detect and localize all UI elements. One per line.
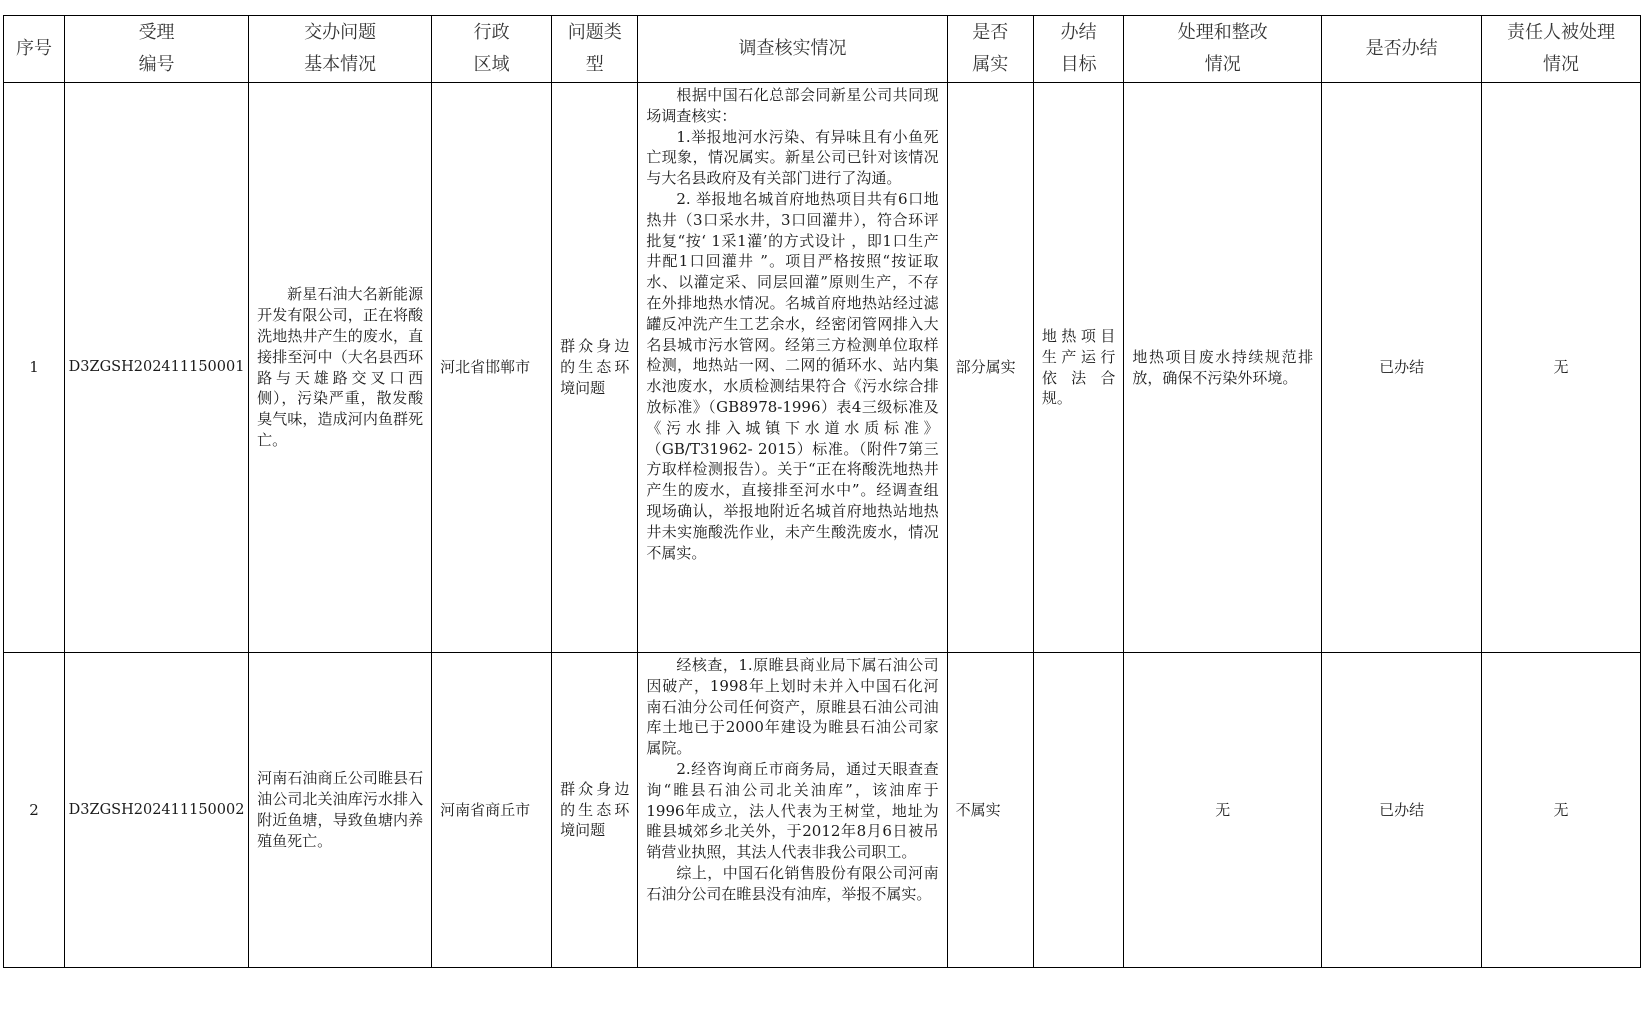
cell-investigation [638,83,947,653]
cell-is-true: 部分属实 [947,83,1033,653]
header-row [4,16,1641,83]
header-issue-type: 问题类 型 [552,16,638,83]
header-case-id: 受理 编号 [65,16,249,83]
header-is-true: 是否 属实 [947,16,1033,83]
cell-handling: 无 [1124,653,1322,968]
header-is-closed: 是否办结 [1322,16,1482,83]
header-seq: 序号 [4,16,65,83]
cell-case-id: D3ZGSH202411150002 [65,653,249,968]
cell-target [1033,653,1123,968]
cell-target: 地热项目生产运行依法合规。 [1033,83,1123,653]
header-region: 行政 区域 [432,16,552,83]
investigation-paragraph: 2.经咨询商丘市商务局，通过天眼查查询“睢县石油公司北关油库”，该油库于1996年成立，法人代表为王树堂，地址为睢县城郊乡北关外，于2012年8月6日被吊销营业执照，其法人代表非我公司职工。 [646,759,939,862]
case-table [3,15,1641,968]
investigation-paragraph: 1.举报地河水污染、有异味且有小鱼死亡现象，情况属实。新星公司已针对该情况与大名县政府及有关部门进行了沟通。 [646,127,939,188]
investigation-paragraph: 根据中国石化总部会同新星公司共同现场调查核实： [646,86,939,125]
cell-accountability: 无 [1482,83,1641,653]
cell-issue-type: 群众身边的生态环境问题 [552,83,638,653]
cell-issue-basic [249,83,432,653]
cell-seq: 1 [4,83,65,653]
header-investigation: 调查核实情况 [638,16,947,83]
header-target: 办结 目标 [1033,16,1123,83]
investigation-paragraph: 经核查，1.原睢县商业局下属石油公司因破产，1998年上划时未并入中国石化河南石油分公司任何资产，原睢县石油公司油库土地已于2000年建设为睢县石油公司家属院。 [646,656,939,758]
cell-is-closed: 已办结 [1322,653,1482,968]
header-accountability: 责任人被处理 情况 [1482,16,1641,83]
table-row [4,83,1641,653]
cell-region: 河北省邯郸市 [432,83,552,653]
cell-case-id: D3ZGSH202411150001 [65,83,249,653]
header-issue-basic: 交办问题 基本情况 [249,16,432,83]
header-handling: 处理和整改 情况 [1124,16,1322,83]
cell-is-true: 不属实 [947,653,1033,968]
cell-accountability: 无 [1482,653,1641,968]
cell-issue-type: 群众身边的生态环境问题 [552,653,638,968]
cell-issue-basic: 河南石油商丘公司睢县石油公司北关油库污水排入附近鱼塘，导致鱼塘内养殖鱼死亡。 [249,653,432,968]
cell-handling: 地热项目废水持续规范排放，确保不污染外环境。 [1124,83,1322,653]
cell-region: 河南省商丘市 [432,653,552,968]
cell-seq: 2 [4,653,65,968]
cell-is-closed: 已办结 [1322,83,1482,653]
investigation-paragraph: 2. 举报地名城首府地热项目共有6口地热井（3口采水井，3口回灌井），符合环评批复“按‘ 1采1灌’的方式设计 ，即1口生产井配1口回灌井 ”。项目严格按照“按证取水、以灌定采、同层回灌”原则生产，不存在外排地热水情况。名城首府地热站经过滤罐反冲洗产生工艺余水，经密闭管网排入大名县城市污水管网。经第三方检测单位取样检测，地热站一网、二网的循环水、站内集水池废水，水质检测结果符合《污水综合排放标准》（GB8978-1996）表4三级标准及《污水排入城镇下水道水质标准》（GB/T31962- 2015）标准。（附件7第三方取样检测报告）。关于“正在将酸洗地热井产生的废水，直接排至河水中”。经调查组现场确认，举报地附近名城首府地热站地热井未实施酸洗作业，未产生酸洗废水，情况不属实。 [646,189,939,562]
cell-investigation [638,653,947,968]
table-row [4,653,1641,968]
investigation-paragraph: 综上，中国石化销售股份有限公司河南石油分公司在睢县没有油库，举报不属实。 [646,863,939,903]
issue-basic-text: 新星石油大名新能源开发有限公司，正在将酸洗地热井产生的废水，直接排至河中（大名县西环路与天雄路交叉口西侧），污染严重，散发酸臭气味，造成河内鱼群死亡。 [257,285,424,449]
